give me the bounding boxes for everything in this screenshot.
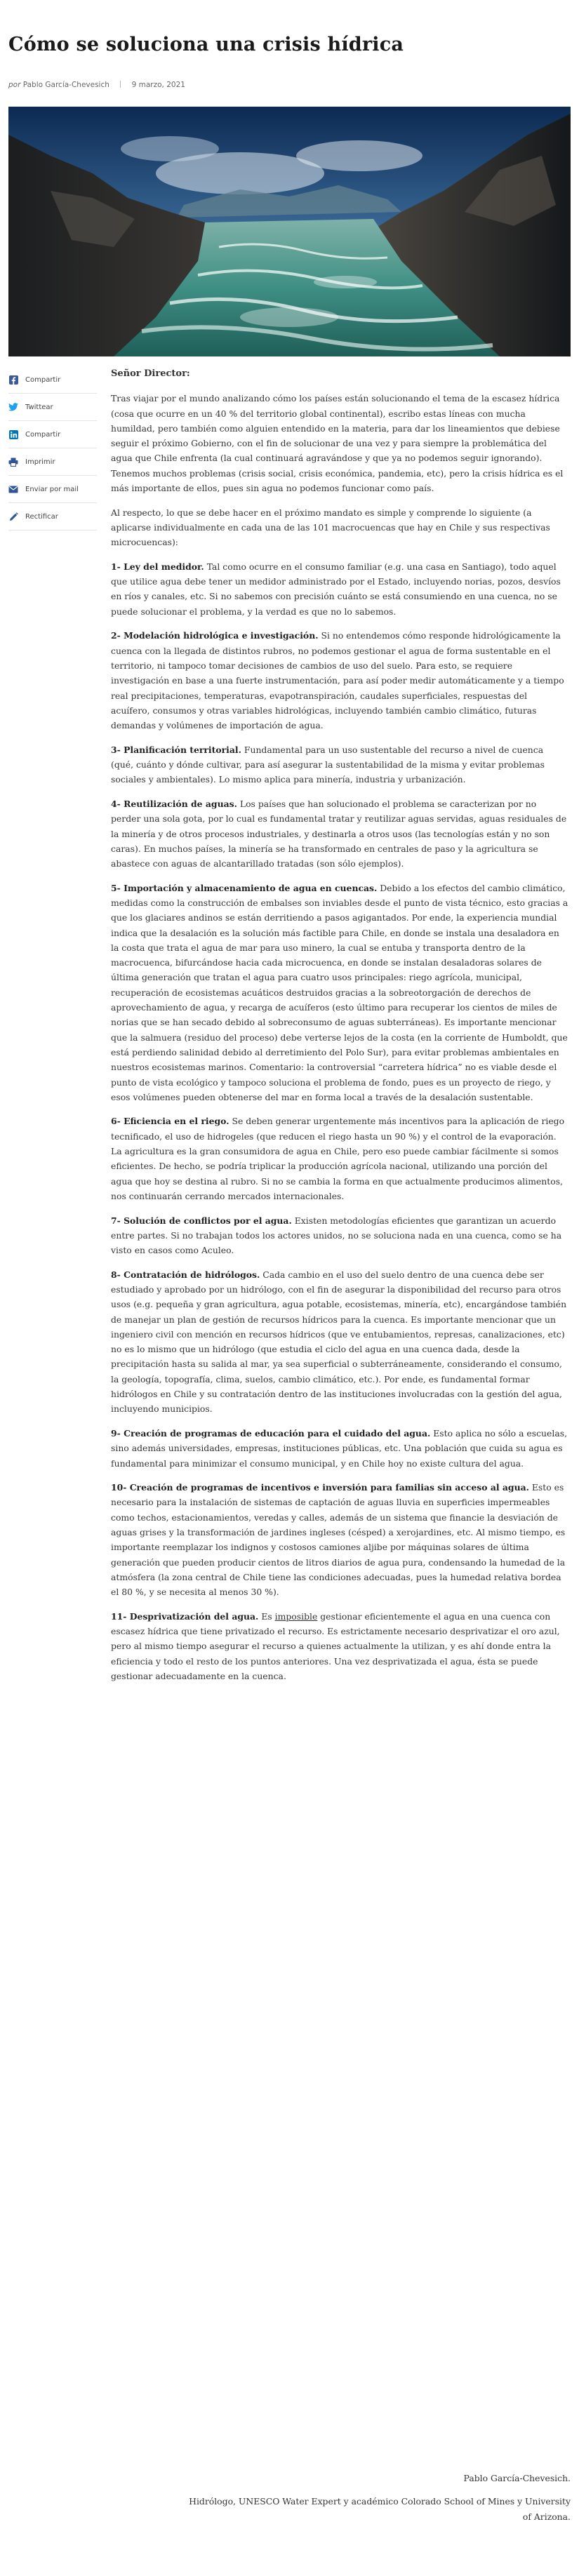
item-heading: 1- Ley del medidor. bbox=[111, 561, 204, 572]
list-item bbox=[111, 1480, 568, 1599]
article-meta bbox=[8, 81, 185, 89]
list-item bbox=[111, 628, 568, 733]
article-body bbox=[111, 366, 568, 1693]
signature-name: Pablo García-Chevesich. bbox=[463, 2473, 571, 2483]
linkedin-icon bbox=[8, 429, 18, 439]
item-heading: 7- Solución de conflictos por el agua. bbox=[111, 1215, 292, 1226]
share-label: Rectificar bbox=[25, 512, 58, 521]
river-photo bbox=[8, 107, 571, 356]
share-label: Compartir bbox=[25, 430, 61, 439]
print-button[interactable] bbox=[8, 448, 97, 476]
item-heading: 6- Eficiencia en el riego. bbox=[111, 1116, 229, 1127]
rectify-button[interactable] bbox=[8, 503, 97, 530]
meta-divider bbox=[120, 81, 121, 88]
item-text: Los países que han solucionado el problema se caracterizan por no perder una sola gota, por lo cual es fundamental tratar y reutilizar aguas servidas, aguas residuales de la minería y de otros procesos industriales, y destinarla a otros usos (las tecnologías están y no son caras). En muchos países, la minería se ha transformado en centrales de paso y la agricultura se abastece con aguas de alcantarillado tratadas (son sólo ejemplos). bbox=[111, 798, 567, 869]
item-text: Esto es necesario para la instalación de sistemas de captación de aguas lluvia en superficies impermeables como techos, estacionamientos, veredas y calles, además de un sistema que financie la desviación de aguas grises y la transformación de jardines ingleses (césped) a xerojardines, etc. Al mismo tiempo, es importante reemplazar los indignos y costosos camiones aljibe por máquinas solares de última generación que pueden producir cientos de litros diarios de agua pura, condensando la humedad de la atmósfera (la zona central de Chile tiene las condiciones adecuadas, pues la humedad relativa bordea el 80 %, y se necesita al menos 30 %). bbox=[111, 1482, 566, 1598]
list-item bbox=[111, 796, 568, 871]
item-text: Si no entendemos cómo responde hidrológicamente la cuenca con la llegada de distintos rubros, no podemos gestionar el agua de forma sustentable en el territorio, ni tampoco tomar decisiones de cambios de uso del suelo. Para esto, se requiere investigación en base a una fuerte instrumentación, para así poder medir automáticamente y a tiempo real precipitaciones, temperaturas, evapotranspiración, caudales superficiales, respuestas del acuífero, consumos y otras variables hidrológicas, incluyendo también cambio climático, futuras demandas y volúmenes de importación de agua. bbox=[111, 630, 564, 731]
item-text: gestionar eficientemente el agua en una cuenca con escasez hídrica que tiene privatizado el recurso. Es estrictamente necesario desprivatizar el oro azul, pero al mismo tiempo asegurar el recurso a quienes actualmente la utilizan, y es ahí donde entra la eficiencia y todo el resto de los puntos anteriores. Una vez desprivatizada el agua, ésta se puede gestionar adecuadamente en la cuenca. bbox=[111, 1610, 560, 1682]
item-heading: 10- Creación de programas de incentivos e inversión para familias sin acceso al agua. bbox=[111, 1482, 529, 1493]
item-text: Existen metodologías eficientes que garantizan un acuerdo entre partes. Si no trabajan todos los actores unidos, no se soluciona nada en una cuenca, como se ha visto en casos como Aculeo. bbox=[111, 1215, 562, 1256]
facebook-icon bbox=[8, 375, 18, 385]
item-heading: 4- Reutilización de aguas. bbox=[111, 798, 237, 809]
item-heading: 5- Importación y almacenamiento de agua en cuencas. bbox=[111, 882, 378, 893]
list-item bbox=[111, 742, 568, 787]
signature-role: Hidrólogo, UNESCO Water Expert y académico Colorado School of Mines y University bbox=[189, 2496, 571, 2507]
item-text: Esto aplica no sólo a escuelas, sino además universidades, empresas, instituciones públicas, etc. Una población que cuida su agua es fundamental para minimizar el consumo municipal, y en Chile hoy no existe cultura del agua. bbox=[111, 1427, 568, 1469]
intro-paragraph: Al respecto, lo que se debe hacer en el próximo mandato es simple y comprende lo siguiente (a aplicarse individualmente en cada una de las 101 macrocuencas que hay en Chile y sus respectivas microcuencas): bbox=[111, 507, 550, 548]
share-label: Compartir bbox=[25, 375, 61, 384]
item-text: Se deben generar urgentemente más incentivos para la aplicación de riego tecnificado, el uso de hidrogeles (que reducen el riego hasta un 90 %) y el control de la evaporación. La agricultura es la gran consumidora de agua en Chile, pero eso puede cambiar fácilmente si somos eficientes. De hecho, se podría triplicar la producción agrícola nacional, utilizando una porción del agua que hoy se destina al rubro. Si no se cambia la forma en que actualmente producimos alimentos, nos continuarán cerrando mercados internacionales. bbox=[111, 1116, 565, 1201]
share-label: Twittear bbox=[25, 403, 53, 411]
page-title: Cómo se soluciona una crisis hídrica bbox=[8, 34, 404, 55]
print-icon bbox=[8, 457, 18, 467]
share-linkedin-button[interactable] bbox=[8, 421, 97, 448]
twitter-icon bbox=[8, 402, 18, 412]
hero-image bbox=[8, 107, 571, 356]
share-facebook-button[interactable] bbox=[8, 366, 97, 394]
item-text: Tal como ocurre en el consumo familiar (e.g. una casa en Santiago), todo aquel que utilice agua debe tener un medidor administrado por el Estado, incluyendo norias, pozos, desvíos en ríos y canales, etc. Si no sabemos con precisión cuánto se está consumiendo en una cuenca, no se puede solucionar el problema, y la verdad es que no lo sabemos. bbox=[111, 561, 561, 617]
share-label: Enviar por mail bbox=[25, 485, 79, 493]
send-email-button[interactable] bbox=[8, 476, 97, 503]
author-link[interactable]: Pablo García-Chevesich bbox=[22, 81, 109, 89]
item-text: Debido a los efectos del cambio climático, medidas como la construcción de embalses son inviables desde el punto de vista técnico, esto gracias a que los glaciares andinos se están derritiendo a pasos agigantados. Por ende, la experiencia mundial indica que la desalación es la solución más factible para Chile, en donde se instala una desaladora en la costa que trata el agua de mar para uso minero, la cual se entuba y transporta dentro de la macrocuenca, bifurcándose hacia cada microcuenca, en donde se instalan desaladoras solares de última generación que tratan el agua para cuatro usos principales: riego agrícola, municipal, recuperación de ecosistemas acuáticos destruidos gracias a la sobreotorgación de derechos de aprovechamiento de agua, y recarga de acuíferos (esto último para recuperar los cientos de miles de norias que se han secado debido al sobreconsumo de aguas subterráneas). Es importante mencionar que la salmuera (residuo del proceso) debe verterse lejos de la costa (en la corriente de Humboldt, que está perdiendo salinidad debido al derretimiento del Polo Sur), para evitar problemas ambientales en nuestros ecosistemas marinos. Comentario: la controversial “carretera hídrica” no es viable desde el punto de vista ecológico y tampoco soluciona el problema de fondo, pues es un proyecto de riego, y esos volúmenes pueden obtenerse del mar en forma local a través de la desalación sustentable. bbox=[111, 882, 568, 1102]
list-item bbox=[111, 1267, 568, 1417]
item-text: Es bbox=[258, 1610, 275, 1622]
signature-role: of Arizona. bbox=[522, 2511, 571, 2522]
item-heading: 9- Creación de programas de educación para el cuidado del agua. bbox=[111, 1427, 431, 1439]
intro-paragraph: Tras viajar por el mundo analizando cómo los países están solucionando el tema de la escasez hídrica (cosa que ocurre en un 40 % del territorio global continental), escribo estas líneas con mucha humildad, pero también como alguien entendido en la materia, para dar los lineamientos que debiese seguir el próximo Gobierno, con el fin de solucionar de una vez y para siempre la problemática del agua que Chile enfrenta (la cual continuará agravándose y que ya no podemos seguir ignorando). Tenemos muchos problemas (crisis social, crisis económica, pandemia, etc), pero la crisis hídrica es el más importante de ellos, pues sin agua no podemos funcionar como país. bbox=[111, 393, 564, 494]
publish-date: 9 marzo, 2021 bbox=[131, 81, 185, 89]
list-item bbox=[111, 1426, 568, 1471]
item-heading: 3- Planificación territorial. bbox=[111, 744, 241, 755]
signature-block bbox=[189, 2471, 571, 2524]
list-item bbox=[111, 559, 568, 619]
edit-icon bbox=[8, 512, 18, 521]
underlined-word: imposible bbox=[274, 1610, 318, 1622]
greeting: Señor Director: bbox=[111, 368, 190, 379]
item-heading: 8- Contratación de hidrólogos. bbox=[111, 1269, 260, 1280]
item-text: Fundamental para un uso sustentable del recurso a nivel de cuenca (qué, cuánto y dónde cultivar, para así asegurar la sustentabilidad de la misma y evitar problemas sociales y ambientales). Lo mismo aplica para minería, industria y urbanización. bbox=[111, 744, 545, 785]
share-label: Imprimir bbox=[25, 458, 55, 466]
list-item bbox=[111, 1213, 568, 1258]
share-sidebar bbox=[8, 366, 97, 530]
share-twitter-button[interactable] bbox=[8, 394, 97, 421]
list-item bbox=[111, 881, 568, 1105]
byline-prefix: por bbox=[8, 81, 21, 89]
list-item bbox=[111, 1609, 568, 1683]
item-heading: 2- Modelación hidrológica e investigación. bbox=[111, 630, 319, 641]
item-text: Cada cambio en el uso del suelo dentro de una cuenca debe ser estudiado y aprobado por un hidrólogo, con el fin de asegurar la disponibilidad del recurso para otros usos (e.g. pequeña y gran agricultura, agua potable, ecosistemas, minería, etc), encargándose también de manejar un plan de gestión de recursos hídricos para la cuenca. Es importante mencionar que un ingeniero civil con mención en recursos hídricos (que ve entubamientos, represas, canalizaciones, etc) no es lo mismo que un hidrólogo (que estudia el ciclo del agua en una cuenca dada, desde la precipitación hasta su salida al mar, ya sea superficial o subterráneamente, considerando el consumo, la geología, topografía, clima, suelos, cambio climático, etc.). Por ende, es fundamental formar hidrólogos en Chile y su contratación dentro de las instituciones involucradas con la gestión del agua, incluyendo municipios. bbox=[111, 1269, 567, 1415]
list-item bbox=[111, 1114, 568, 1203]
item-heading: 11- Desprivatización del agua. bbox=[111, 1610, 259, 1622]
mail-icon bbox=[8, 484, 18, 494]
